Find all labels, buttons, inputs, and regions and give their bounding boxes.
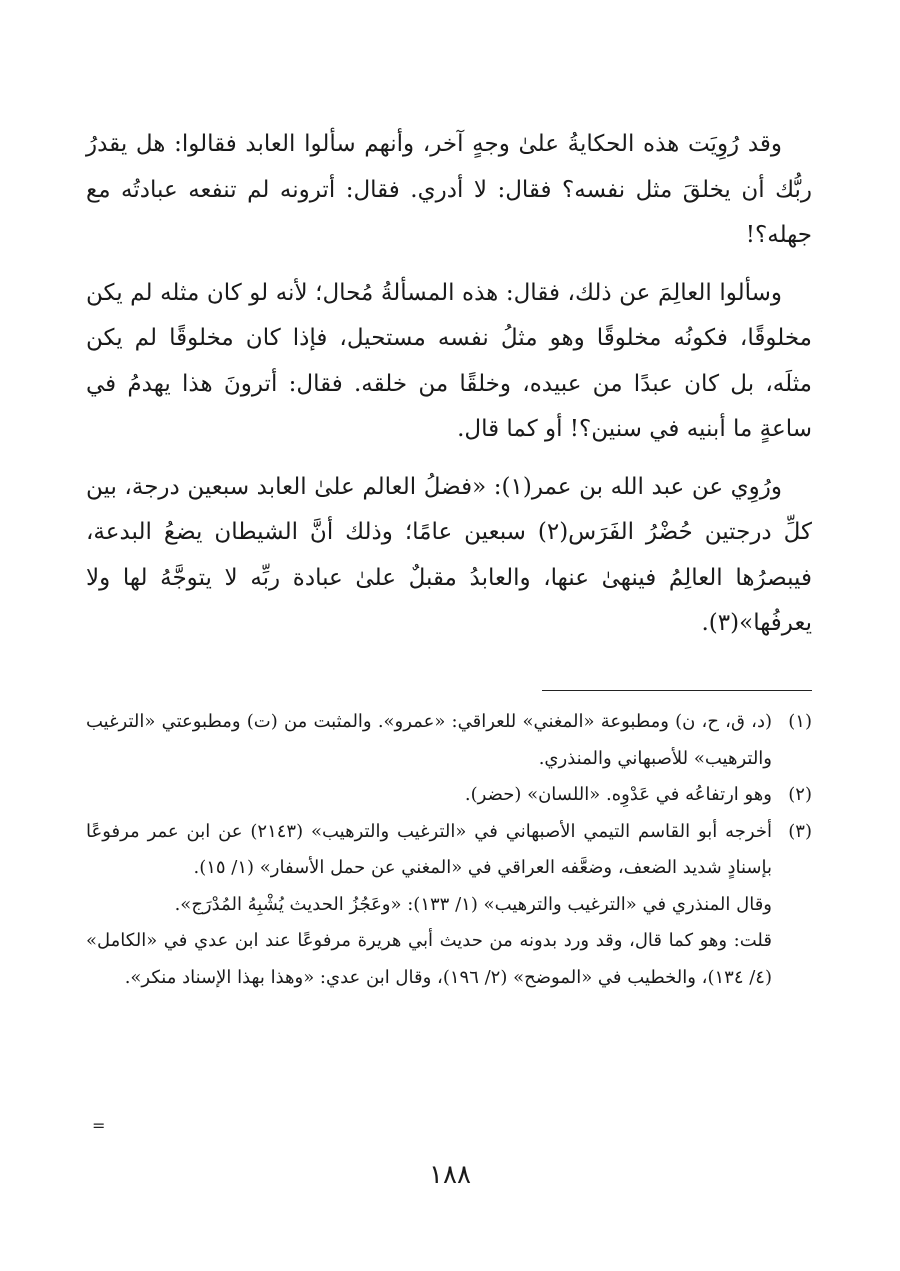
footnote-body — [86, 814, 772, 997]
footnote-number: (٢) — [788, 784, 812, 805]
main-text — [86, 122, 812, 659]
footnote-text: وقال المنذري في «الترغيب والترهيب» (١/ ١٣٣): «وعَجُزُ الحديث يُشْبِهُ المُدْرَج». — [174, 893, 772, 915]
footnote-text: (د، ق، ح، ن) ومطبوعة «المغني» للعراقي: «عمرو». والمثبت من (ت) ومطبوعتي «الترغيب والترهيب» للأصبهاني والمنذري. — [86, 711, 772, 769]
footnote-number: (١) — [788, 711, 812, 732]
footnote-text: وهو ارتفاعُه في عَدْوِه. «اللسان» (حضر). — [464, 784, 772, 805]
footnote-2 — [86, 777, 812, 814]
footnote-continuation-mark: = — [92, 1116, 106, 1135]
footnote-number: (٣) — [788, 820, 812, 842]
footnote-body — [86, 704, 772, 777]
footnote-1 — [86, 704, 812, 777]
footnote-3 — [86, 814, 812, 997]
paragraph-1: وقد رُوِيَت هذه الحكايةُ علىٰ وجهٍ آخر، وأنهم سألوا العابد فقالوا: هل يقدرُ ربُّك أن يخلقَ مثل نفسه؟ فقال: لا أدري. فقال: أترونه لم تنفعه عبادتُه مع جهله؟! — [86, 131, 812, 248]
footnote-separator — [542, 690, 812, 691]
paragraph-2: وسألوا العالِمَ عن ذلك، فقال: هذه المسألةُ مُحال؛ لأنه لو كان مثله لم يكن مخلوقًا، فكونُه مخلوقًا وهو مثلُ نفسه مستحيل، فإذا كان مخلوقًا لم يكن مثلَه، بل كان عبدًا من عبيده، وخلقًا من خلقه. فقال: أترونَ هذا يهدمُ في ساعةٍ ما أبنيه في سنين؟! أو كما قال. — [86, 279, 812, 442]
paragraph-3: ورُوِي عن عبد الله بن عمر(١): «فضلُ العالم علىٰ العابد سبعين درجة، بين كلِّ درجتين حُضْرُ الفَرَس(٢) سبعين عامًا؛ وذلك أنَّ الشيطان يضعُ البدعة، فيبصرُها العالِمُ فينهىٰ عنها، والعابدُ مقبلٌ علىٰ عبادة ربِّه لا يتوجَّهُ لها ولا يعرفُها»(٣). — [86, 473, 812, 636]
page-number: ١٨٨ — [429, 1160, 471, 1190]
footnote-text: أخرجه أبو القاسم التيمي الأصبهاني في «الترغيب والترهيب» (٢١٤٣) عن ابن عمر مرفوعًا بإسنادٍ شديد الضعف، وضعَّفه العراقي في «المغني عن حمل الأسفار» (١/ ١٥). — [86, 820, 772, 878]
footnote-text: قلت: وهو كما قال، وقد ورد بدونه من حديث أبي هريرة مرفوعًا عند ابن عدي في «الكامل» (٤/ ١٣٤)، والخطيب في «الموضح» (٢/ ١٩٦)، وقال ابن عدي: «وهذا بهذا الإسناد منكر». — [86, 930, 772, 988]
footnote-body — [86, 777, 772, 814]
footnotes — [86, 704, 812, 996]
